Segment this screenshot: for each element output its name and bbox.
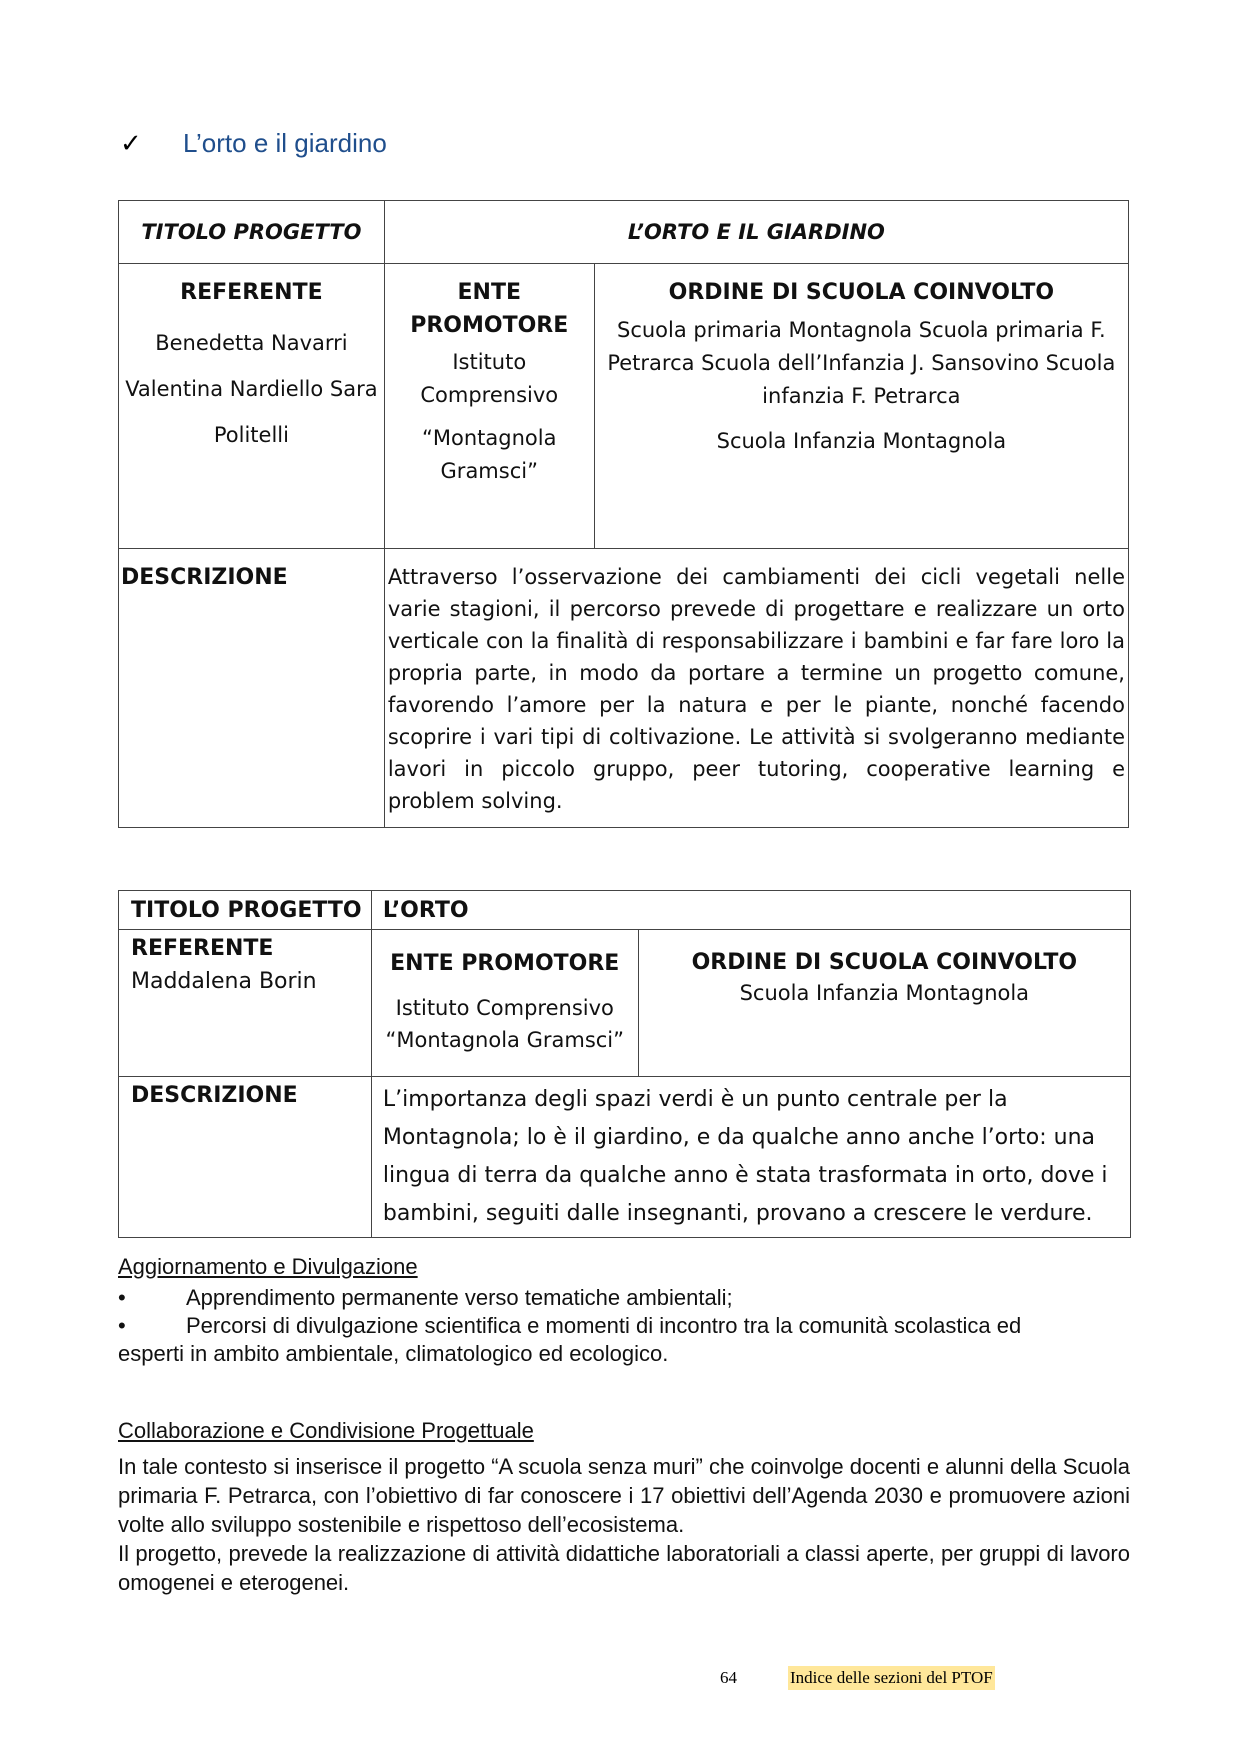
ordine-label: ORDINE DI SCUOLA COINVOLTO [668, 280, 1055, 305]
list-item [118, 1284, 1021, 1312]
table-row [119, 930, 1131, 1077]
descrizione-label: DESCRIZIONE [119, 1077, 372, 1238]
section-title: L’orto e il giardino [183, 128, 387, 158]
ente-text: Comprensivo [420, 383, 559, 407]
bullet-text: Apprendimento permanente verso tematiche ambientali; [186, 1285, 733, 1310]
ente-label: ENTE PROMOTORE [390, 951, 620, 976]
checkmark-icon: ✓ [120, 128, 142, 159]
descrizione-text: Attraverso l’osservazione dei cambiamenti dei cicli vegetali nelle varie stagioni, il percorso prevede di progettare e realizzare un orto verticale con la finalità di responsabilizzare i bambini e far fare loro la propria parte, in modo da portare a termine un progetto comune, favorendo l’amore per la natura e per le piante, nonché facendo scoprire i vari tipi di coltivazione. Le attività si svolgeranno mediante lavori in piccolo gruppo, peer tutoring, cooperative learning e problem solving. [384, 549, 1128, 828]
ordine-text: Scuola Infanzia Montagnola [739, 981, 1030, 1005]
ordine-text: Scuola Infanzia Montagnola [716, 429, 1007, 453]
referente-name: Benedetta Navarri [155, 331, 348, 355]
ordine-text: Petrarca Scuola dell’Infanzia J. Sansovino Scuola [607, 351, 1116, 375]
referente-label: REFERENTE [180, 280, 323, 305]
bullet-icon: • [118, 1313, 126, 1338]
referente-cell [119, 930, 372, 1077]
table-row [119, 1077, 1131, 1238]
referente-label: REFERENTE [131, 936, 274, 961]
ente-text: Gramsci” [440, 459, 538, 483]
section-heading [120, 128, 387, 159]
ente-text: Istituto Comprensivo [395, 996, 614, 1020]
collaborazione-paragraph: In tale contesto si inserisce il progetto “A scuola senza muri” che coinvolge docenti e alunni della Scuola primaria F. Petrarca, con l’obiettivo di far conoscere i 17 obiettivi dell’Agenda 2030 e promuovere azioni volte allo sviluppo sostenibile e rispettoso dell’ecosistema. [118, 1454, 1130, 1537]
title-label: TITOLO PROGETTO [119, 891, 372, 930]
ordine-cell [638, 930, 1130, 1077]
ente-text: “Montagnola Gramsci” [385, 1028, 625, 1052]
table-row [119, 891, 1131, 930]
ente-text: Istituto [452, 350, 527, 374]
ordine-text: infanzia F. Petrarca [762, 384, 961, 408]
referente-name: Maddalena Borin [131, 969, 317, 994]
ptof-index-link[interactable]: Indice delle sezioni del PTOF [788, 1666, 995, 1690]
ente-text: “Montagnola [422, 426, 557, 450]
collaborazione-paragraph: Il progetto, prevede la realizzazione di attività didattiche laboratoriali a classi aperte, per gruppi di lavoro omogenei e eterogenei. [118, 1541, 1130, 1595]
bullet-icon: • [118, 1285, 126, 1310]
project-table-orto-giardino [118, 200, 1129, 828]
project-table-orto [118, 890, 1131, 1238]
title-label: TITOLO PROGETTO [119, 201, 385, 264]
ordine-cell [594, 264, 1128, 549]
ente-label: ENTE [457, 280, 521, 305]
collaborazione-heading: Collaborazione e Condivisione Progettuale [118, 1418, 534, 1443]
table-row [119, 264, 1129, 549]
descrizione-text: L’importanza degli spazi verdi è un punto centrale per la Montagnola; lo è il giardino, e da qualche anno anche l’orto: una lingua di terra da qualche anno è stata trasformata in orto, dove i bambini, seguiti dalle insegnanti, provano a crescere le verdure. [371, 1077, 1130, 1238]
bullet-continuation: esperti in ambito ambientale, climatologico ed ecologico. [118, 1341, 669, 1366]
ordine-label: ORDINE DI SCUOLA COINVOLTO [691, 950, 1078, 975]
referente-cell [119, 264, 385, 549]
bullet-text: Percorsi di divulgazione scientifica e momenti di incontro tra la comunità scolastica ed [186, 1313, 1022, 1338]
table-row [119, 549, 1129, 828]
referente-name: Valentina Nardiello Sara [125, 377, 378, 401]
ente-cell [371, 930, 638, 1077]
ente-cell [384, 264, 594, 549]
aggiornamento-heading: Aggiornamento e Divulgazione [118, 1254, 418, 1279]
aggiornamento-section [118, 1254, 1021, 1368]
ente-label: PROMOTORE [410, 313, 569, 338]
title-value: L’ORTO E IL GIARDINO [384, 201, 1128, 264]
list-item [118, 1312, 1021, 1340]
table-row [119, 201, 1129, 264]
descrizione-label: DESCRIZIONE [119, 549, 385, 828]
ordine-text: Scuola primaria Montagnola Scuola primaria F. [616, 318, 1106, 342]
title-value: L’ORTO [371, 891, 1130, 930]
referente-name: Politelli [213, 423, 289, 447]
page-number: 64 [720, 1668, 737, 1687]
collaborazione-section [118, 1418, 1130, 1597]
